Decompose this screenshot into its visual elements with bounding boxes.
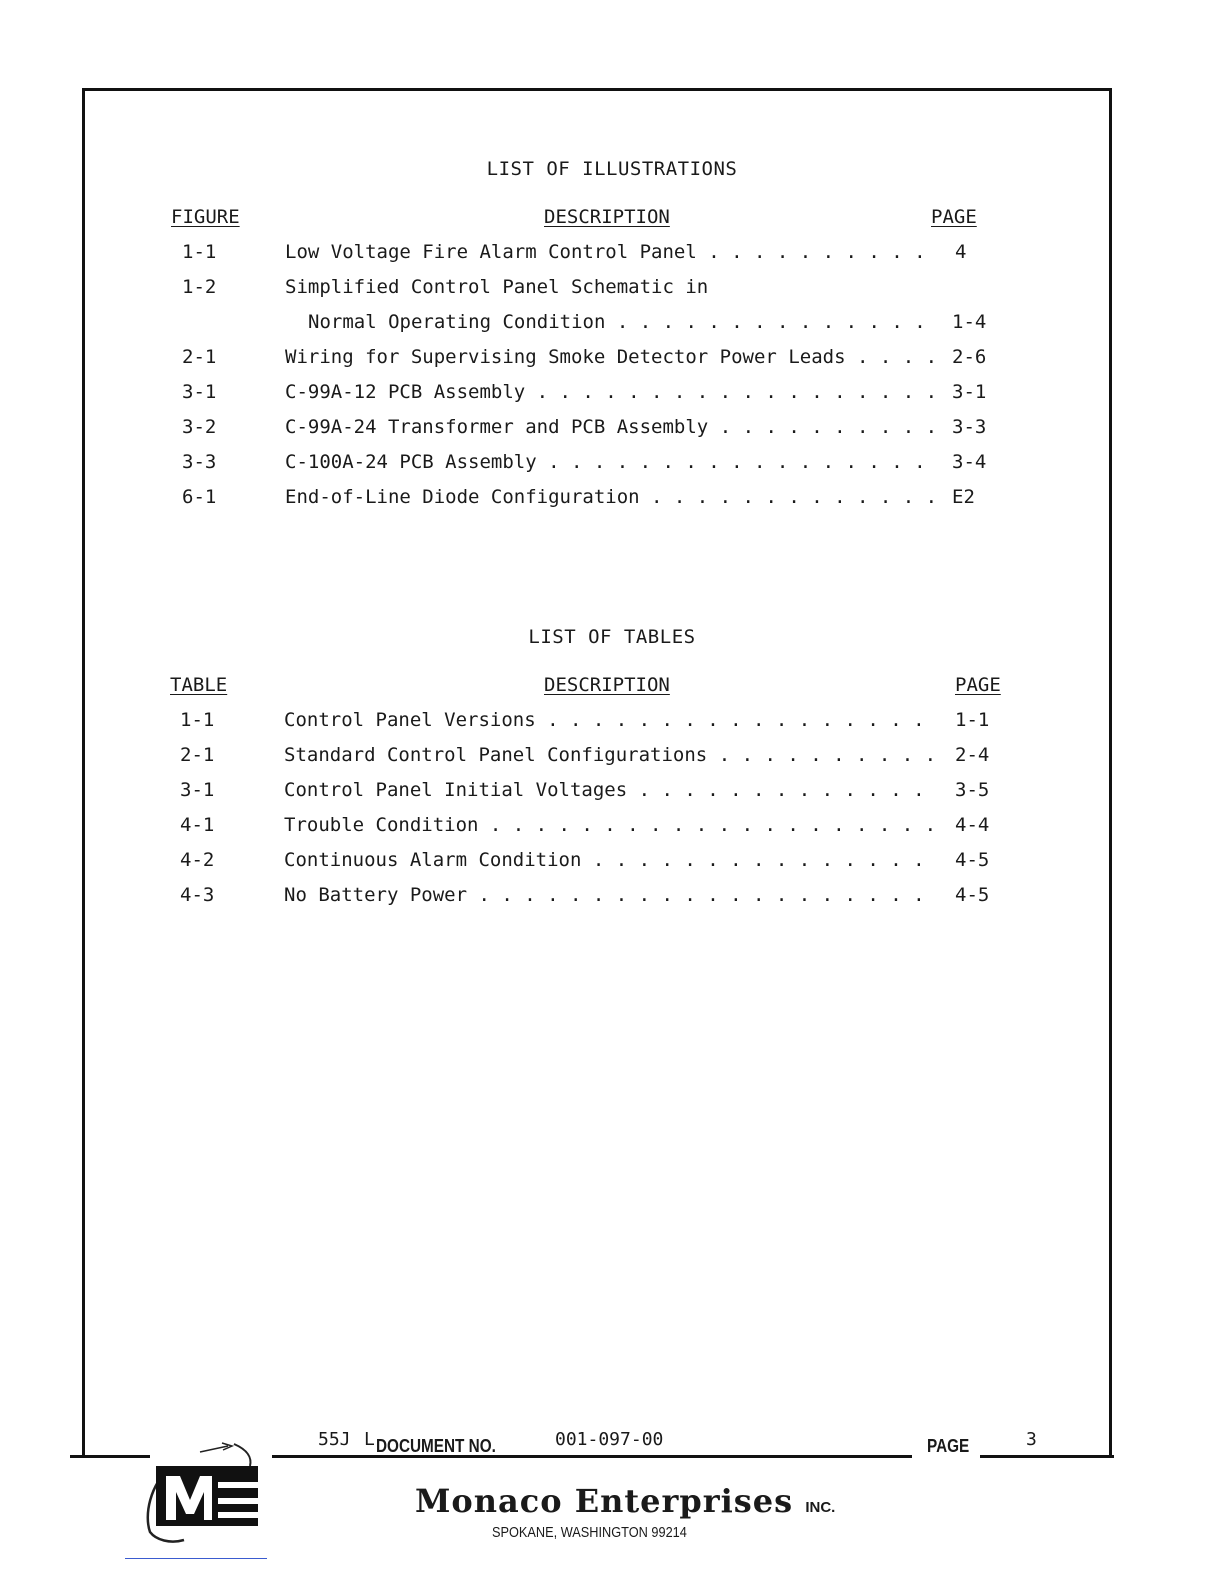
table-number: 4-2	[180, 849, 215, 871]
figure-number: 3-1	[182, 381, 217, 403]
figure-column-header: FIGURE	[171, 206, 240, 228]
figure-page: 1-4	[952, 311, 987, 333]
figure-description: Normal Operating Condition . . .	[308, 311, 933, 333]
figure-page: 3-1	[952, 381, 987, 403]
table-description: Control Panel Versions . . .	[284, 709, 934, 731]
figure-page: 2-6	[952, 346, 987, 368]
illustrations-title: LIST OF ILLUSTRATIONS	[486, 158, 738, 180]
table-column-header: TABLE	[170, 674, 228, 696]
footer-rule-page	[980, 1455, 1114, 1458]
table-description: Continuous Alarm Condition . . .	[284, 849, 934, 871]
table-number: 4-1	[180, 814, 215, 836]
illustration-row	[0, 311, 1224, 341]
description-column-header: DESCRIPTION	[544, 674, 670, 696]
company-suffix: INC.	[805, 1499, 836, 1516]
figure-description: Wiring for Supervising Smoke Detector Power Leads . . .	[285, 346, 933, 368]
figure-description: Simplified Control Panel Schematic in	[285, 276, 709, 298]
description-column-header: DESCRIPTION	[544, 206, 670, 228]
illustration-row	[0, 276, 1224, 306]
table-page: 3-5	[955, 779, 990, 801]
figure-number: 6-1	[182, 486, 217, 508]
table-number: 2-1	[180, 744, 215, 766]
illustration-row	[0, 416, 1224, 446]
table-description: Trouble Condition . . .	[284, 814, 934, 836]
figure-page: 3-3	[952, 416, 987, 438]
footer-code: 55J	[318, 1429, 351, 1450]
footer-rule-left	[70, 1455, 150, 1458]
figure-number: 1-1	[182, 241, 217, 263]
table-page: 4-5	[955, 849, 990, 871]
illustration-row	[0, 486, 1224, 516]
page-label: PAGE	[927, 1436, 970, 1456]
figure-number: 3-2	[182, 416, 217, 438]
document-number: 001-097-00	[555, 1429, 664, 1450]
table-description: Control Panel Initial Voltages . . .	[284, 779, 934, 801]
figure-description: End-of-Line Diode Configuration . . .	[285, 486, 933, 508]
page-column-header: PAGE	[931, 206, 977, 228]
scan-artifact-line	[125, 1558, 267, 1559]
footer-corner-mark: L	[364, 1429, 375, 1450]
monaco-logo	[140, 1440, 264, 1564]
table-page: 1-1	[955, 709, 990, 731]
page-number: 3	[1026, 1429, 1037, 1450]
table-row	[0, 709, 1224, 739]
figure-number: 2-1	[182, 346, 217, 368]
illustration-row	[0, 381, 1224, 411]
table-row	[0, 779, 1224, 809]
table-page: 2-4	[955, 744, 990, 766]
figure-page: E2	[952, 486, 975, 508]
figure-number: 3-3	[182, 451, 217, 473]
illustration-row	[0, 346, 1224, 376]
tables-title: LIST OF TABLES	[528, 626, 696, 648]
me-logo-icon	[140, 1440, 264, 1560]
figure-description: Low Voltage Fire Alarm Control Panel . . .	[285, 241, 933, 263]
table-number: 3-1	[180, 779, 215, 801]
table-row	[0, 849, 1224, 879]
figure-description: C-99A-12 PCB Assembly . . .	[285, 381, 933, 403]
figure-page: 4	[955, 241, 967, 263]
figure-description: C-99A-24 Transformer and PCB Assembly . . .	[285, 416, 933, 438]
document-number-label: DOCUMENT NO.	[376, 1436, 496, 1456]
figure-number: 1-2	[182, 276, 217, 298]
table-number: 4-3	[180, 884, 215, 906]
company-name-text: Monaco Enterprises	[415, 1482, 794, 1520]
table-row	[0, 814, 1224, 844]
table-number: 1-1	[180, 709, 215, 731]
table-row	[0, 744, 1224, 774]
figure-page: 3-4	[952, 451, 987, 473]
page-column-header: PAGE	[955, 674, 1001, 696]
table-page: 4-5	[955, 884, 990, 906]
table-description: Standard Control Panel Configurations . . .	[284, 744, 934, 766]
illustration-row	[0, 241, 1224, 271]
table-description: No Battery Power . . .	[284, 884, 934, 906]
table-page: 4-4	[955, 814, 990, 836]
footer-rule-document	[272, 1455, 912, 1458]
company-location: SPOKANE, WASHINGTON 99214	[492, 1524, 687, 1541]
company-name	[415, 1482, 835, 1520]
illustration-row	[0, 451, 1224, 481]
table-row	[0, 884, 1224, 914]
figure-description: C-100A-24 PCB Assembly . . .	[285, 451, 933, 473]
